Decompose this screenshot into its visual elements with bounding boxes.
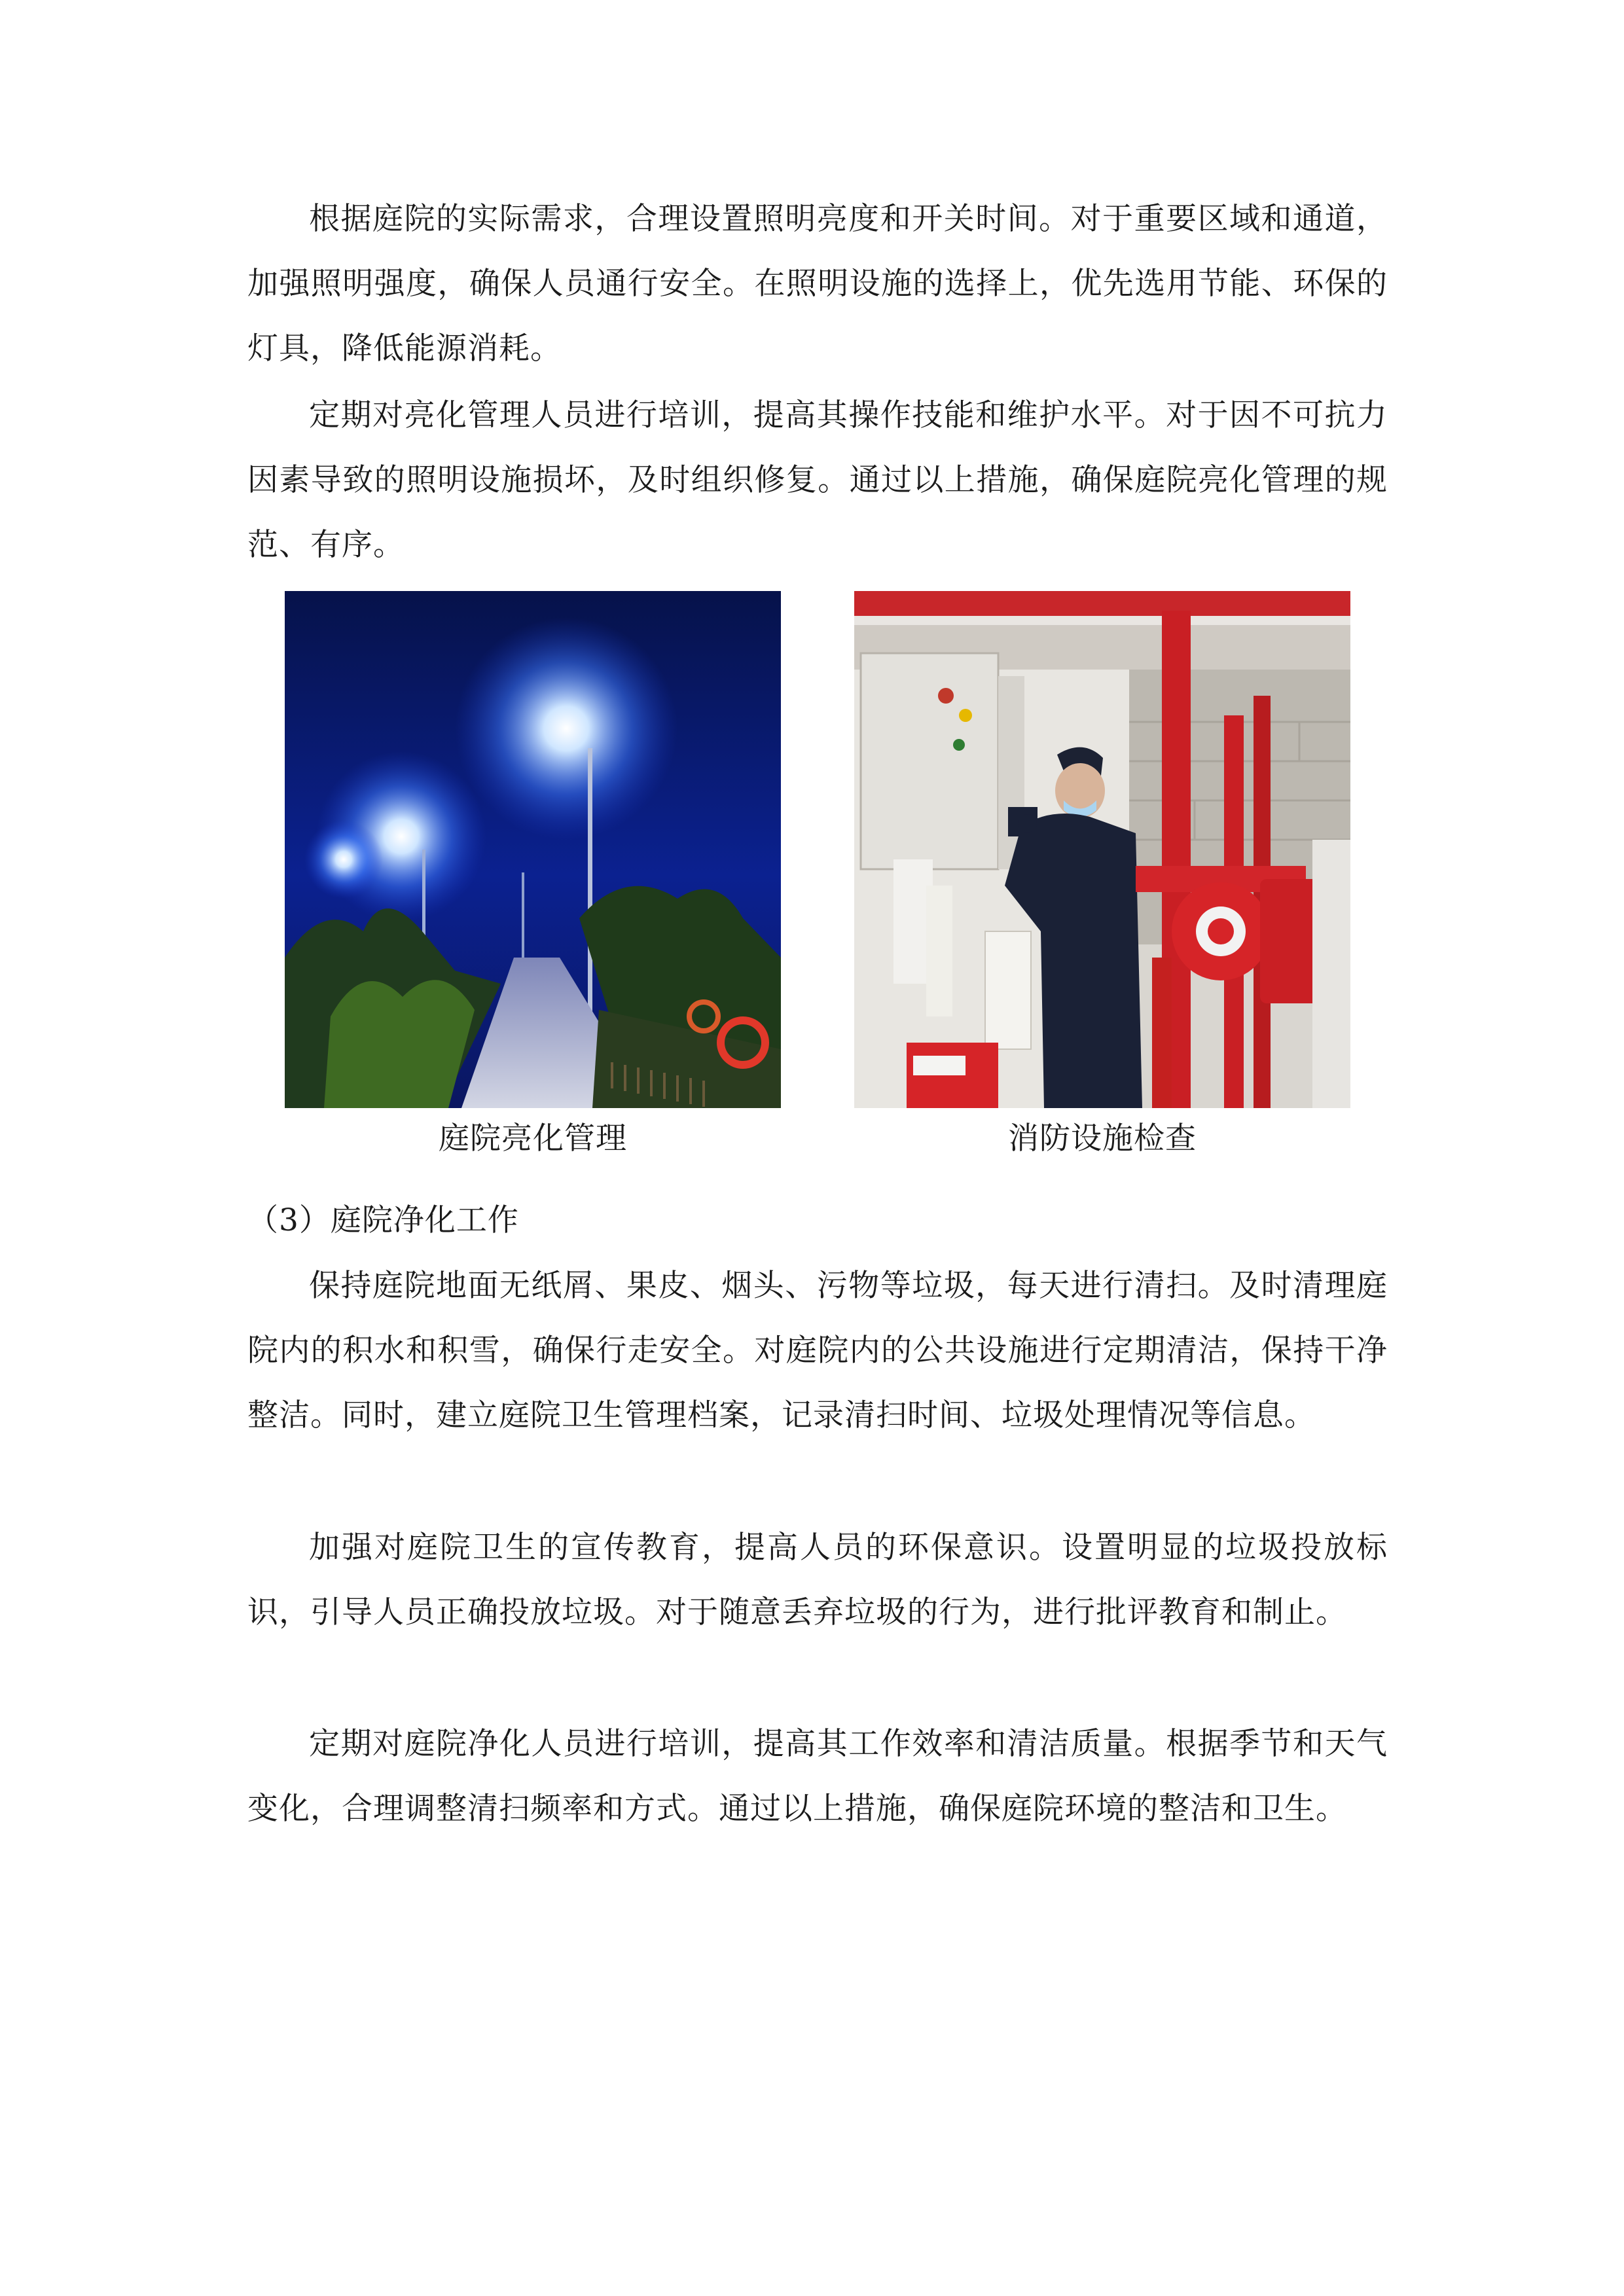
paragraph-cleaning-training: 定期对庭院净化人员进行培训，提高其工作效率和清洁质量。根据季节和天气变化，合理调整清扫频率和方式。通过以上措施，确保庭院环境的整洁和卫生。 — [247, 1726, 1388, 1827]
paragraph-lighting-training: 定期对亮化管理人员进行培训，提高其操作技能和维护水平。对于因不可抗力因素导致的照明设施损坏，及时组织修复。通过以上措施，确保庭院亮化管理的规范、有序。 — [247, 397, 1388, 563]
paragraph-hygiene-education: 加强对庭院卫生的宣传教育，提高人员的环保意识。设置明显的垃圾投放标识，引导人员正确投放垃圾。对于随意丢弃垃圾的行为，进行批评教育和制止。 — [247, 1530, 1388, 1630]
paragraph-lighting-settings: 根据庭院的实际需求，合理设置照明亮度和开关时间。对于重要区域和通道，加强照明强度，确保人员通行安全。在照明设施的选择上，优先选用节能、环保的灯具，降低能源消耗。 — [247, 201, 1388, 367]
night-street-lights-photo — [285, 591, 781, 1108]
section-heading: （3）庭院净化工作 — [247, 1202, 519, 1238]
fire-equipment-inspection-photo — [854, 591, 1350, 1108]
paragraph-cleaning-daily: 保持庭院地面无纸屑、果皮、烟头、污物等垃圾，每天进行清扫。及时清理庭院内的积水和积雪，确保行走安全。对庭院内的公共设施进行定期清洁，保持干净整洁。同时，建立庭院卫生管理档案，记录清扫时间、垃圾处理情况等信息。 — [247, 1268, 1388, 1433]
figure-courtyard-lighting — [285, 591, 781, 1162]
figure-fire-inspection — [854, 591, 1350, 1162]
figure-caption: 庭院亮化管理 — [439, 1121, 627, 1157]
figure-caption: 消防设施检查 — [1008, 1121, 1197, 1157]
